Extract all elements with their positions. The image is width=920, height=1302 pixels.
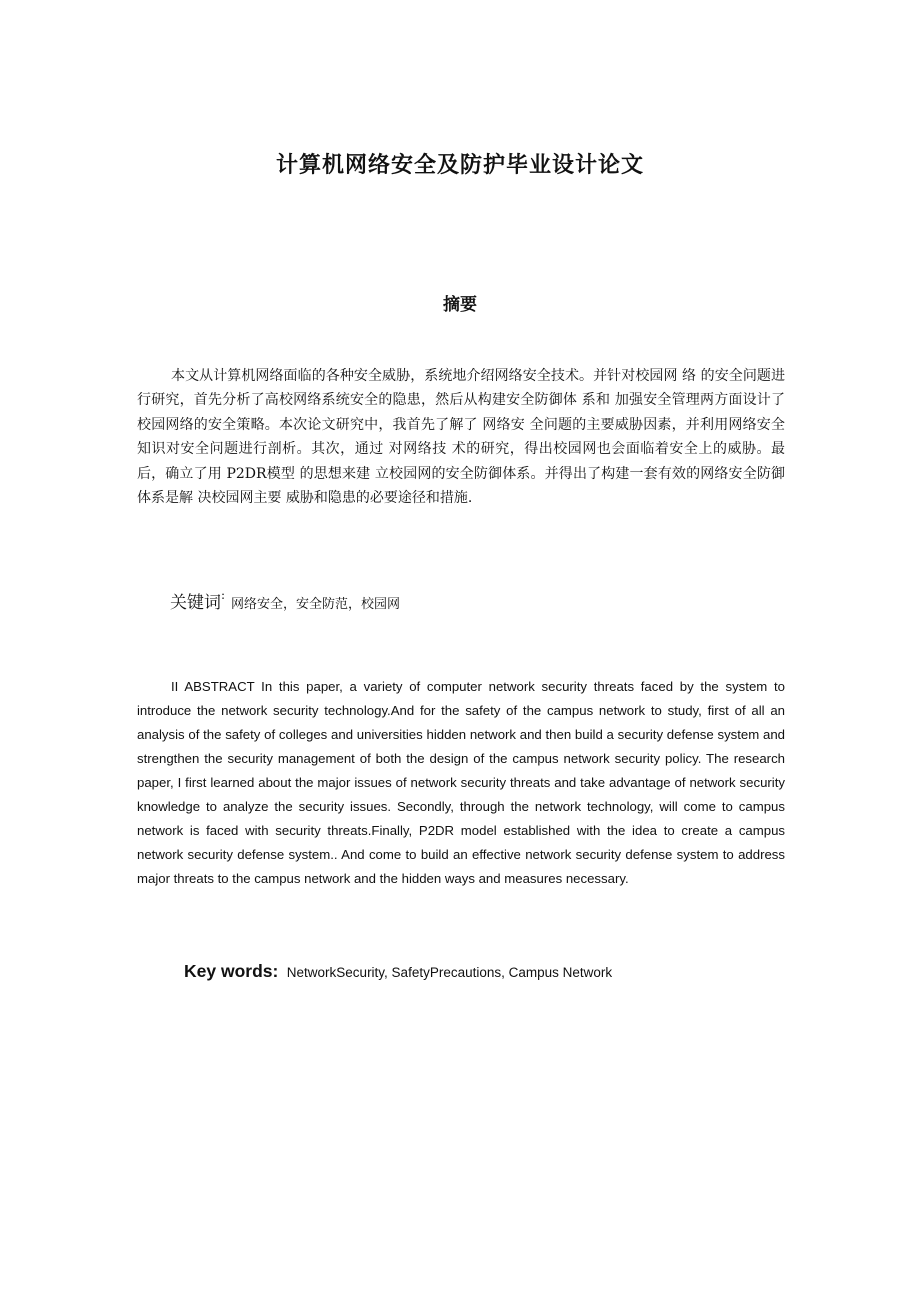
thesis-title: 计算机网络安全及防护毕业设计论文	[275, 153, 644, 178]
english-keywords-values: NetworkSecurity, SafetyPrecautions, Campus Network	[286, 965, 613, 980]
chinese-keywords-label: 关键词	[170, 593, 221, 613]
chinese-keywords-colon: :	[221, 588, 226, 602]
abstract-chinese-paragraph: 本文从计算机网络面临的各种安全威胁，系统地介绍网络安全技术。并针对校园网 络 的安全问题进行研究，首先分析了高校网络系统安全的隐患，然后从构建安全防御体 系和 加强安全管理两方面设计了校园网络的安全策略。本次论文研究中，我首先了解了 网络安 全问题的主要威胁因素，并利用网络安全知识对安全问题进行剖析。其次，通过 对网络技 术的研究，得出校园网也会面临着安全上的威胁。最后，确立了用 P2DR模型 的思想来建 立校园网的安全防御体系。并得出了构建一套有效的网络安全防御体系是解 决校园网主要 威胁和隐患的必要途径和措施.	[137, 368, 785, 507]
english-keywords-label: Key words:	[184, 961, 279, 981]
chinese-keywords-line	[170, 588, 400, 613]
abstract-english-paragraph: II ABSTRACT In this paper, a variety of computer network security threats faced by the system to introduce the network security technology.And for the safety of the campus network to study, first of all an analysis of the safety of colleges and universities hidden network and then build a security defense system and strengthen the security management of both the design of the campus network security policy. The research paper, I first learned about the major issues of network security threats and take advantage of network security knowledge to analyze the security issues. Secondly, through the network technology, will come to campus network is faced with security threats.Finally, P2DR model established with the idea to create a campus network security defense system.. And come to build an effective network security defense system to address major threats to the campus network and the hidden ways and measures necessary.	[137, 679, 785, 886]
abstract-heading: 摘要	[443, 295, 477, 315]
english-keywords-line	[184, 961, 612, 982]
chinese-keywords-values: 网络安全，安全防范，校园网	[231, 597, 401, 612]
